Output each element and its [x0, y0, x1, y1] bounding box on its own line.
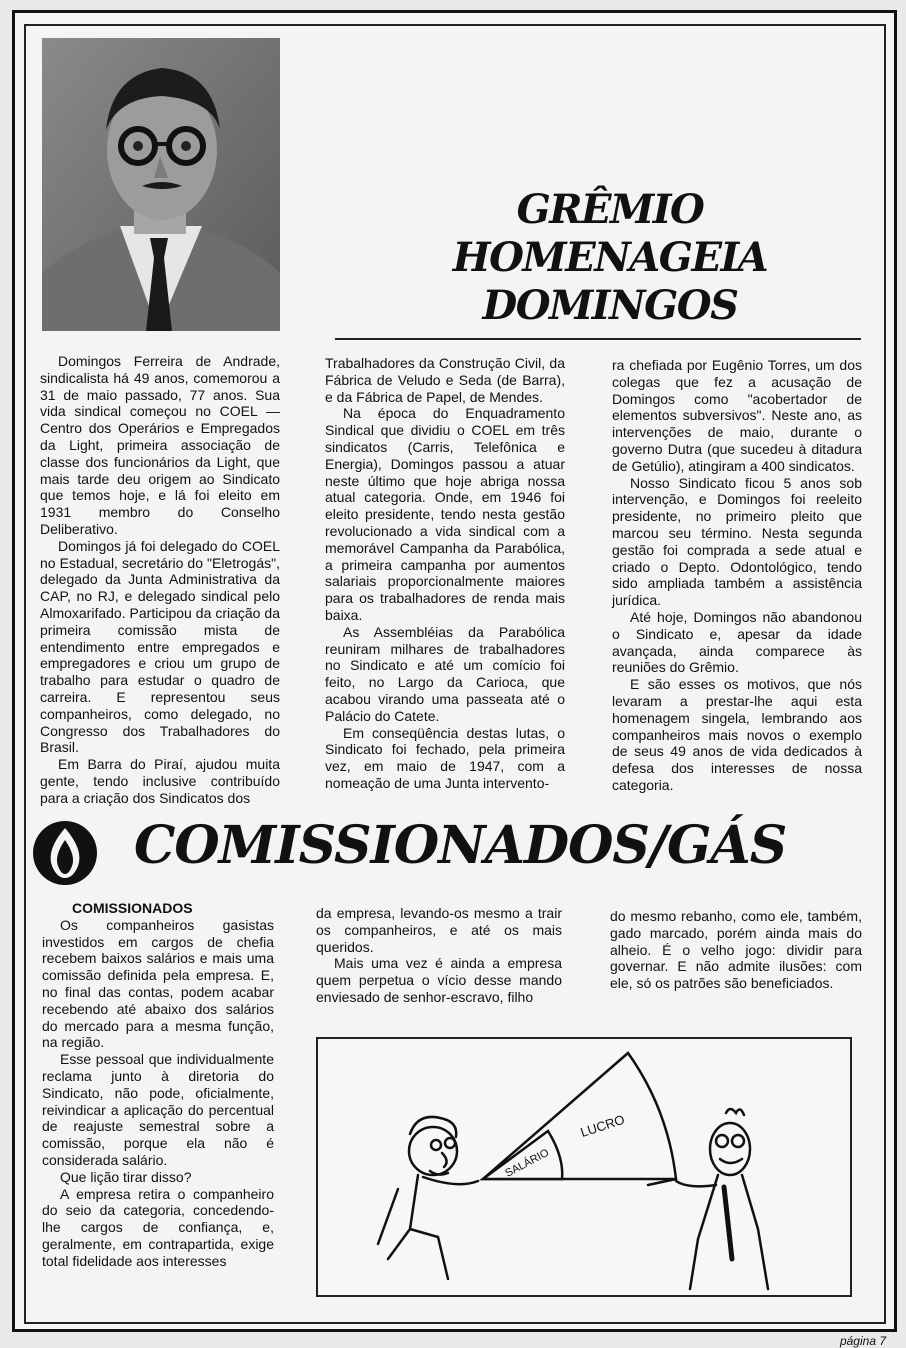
- paragraph: Nosso Sindicato ficou 5 anos sob intervenção, e Domingos foi reeleito presidente, no primeiro pleito que marcou seu término. Nesta segunda gestão foi comprada a sede atual e criado o Depto. Odontológico, tendo sido ampliada também a assistência jurídica.: [612, 474, 862, 609]
- gas-column-3: [610, 908, 862, 992]
- paragraph: Em Barra do Piraí, ajudou muita gente, tendo inclusive contribuído para a criação dos Sindicatos dos: [40, 756, 280, 806]
- paragraph: Na época do Enquadramento Sindical que dividiu o COEL em três sindicatos (Carris, Telefônica e Energia), Domingos passou a atuar neste último que hoje abriga nossa atual categoria. Onde, em 1946 foi eleito presidente, tendo nesta gestão revolucionado a vida sindical com a memorável Campanha da Parabólica, a primeira campanha por aumentos salariais proporcionalmente maiores para os trabalhadores de renda mais baixa.: [325, 405, 565, 623]
- paragraph: Em conseqüência destas lutas, o Sindicato foi fechado, pela primeira vez, em maio de 1947, com a nomeação de uma Junta intervento-: [325, 724, 565, 791]
- portrait-photo: [42, 38, 280, 331]
- paragraph: Domingos já foi delegado do COEL no Estadual, secretário do "Eletrogás", delegado da Junta Administrativa da CAP, no RJ, e delegado sindical pelo Almoxarifado. Participou da criação da primeira comissão mista de entendimento entre empregados e empregadores e criou um grupo de trabalho para estudar o quadro de carreira. E representou seus companheiros, como delegado, no Congresso dos Trabalhadores do Brasil.: [40, 537, 280, 756]
- paragraph: A empresa retira o companheiro do seio da categoria, concedendo-lhe cargos de confiança, e, geralmente, em contrapartida, exige total fidelidade aos interesses: [42, 1185, 274, 1269]
- paragraph: Esse pessoal que individualmente reclama junto à diretoria do Sindicato, não pode, oficialmente, reivindicar a aplicação do percentual de reajuste semestral sobre a comissão, porque ela não é considerada salário.: [42, 1051, 274, 1168]
- gas-column-1: [42, 900, 274, 1270]
- paragraph: Até hoje, Domingos não abandonou o Sindicato e, apesar da idade avançada, ainda comparece às reuniões do Grêmio.: [612, 608, 862, 676]
- headline-line-2: HOMENAGEIA: [452, 234, 768, 281]
- paragraph: do mesmo rebanho, como ele, também, gado marcado, porém ainda mais do alheio. É o velho jogo: dividir para governar. E não admite ilusões: com ele, só os patrões são beneficiados.: [610, 908, 862, 992]
- headline-line-3: DOMINGOS: [482, 282, 738, 329]
- paragraph: E são esses os motivos, que nós levaram a prestar-lhe aqui esta homenagem singela, lembrando aos companheiros mais novos o exemplo de seus 49 anos de vida dedicados à defesa dos interesses de nossa categoria.: [612, 676, 862, 793]
- paragraph: Que lição tirar disso?: [60, 1168, 192, 1185]
- gas-column-2: [316, 905, 562, 1006]
- paragraph: Os companheiros gasistas investidos em cargos de chefia recebem baixos salários e mais uma comissão definida pela empresa. E, no final das contas, podem acabar recebendo até abaixo dos salários do mercado para a mesma função, na região.: [42, 916, 274, 1051]
- article-column-1: [40, 353, 280, 807]
- article-column-2: [325, 355, 565, 792]
- gas-flame-icon: [32, 820, 98, 886]
- cartoon-label-salario: SALÁRIO: [503, 1146, 552, 1180]
- paragraph: da empresa, levando-os mesmo a trair os companheiros, e até os mais queridos.: [316, 905, 562, 955]
- page-number: página 7: [839, 1334, 886, 1348]
- section-title: COMISSIONADOS/GÁS: [134, 815, 787, 876]
- paragraph: As Assembléias da Parabólica reuniram milhares de trabalhadores no Sindicato e até um comício foi feito, no Largo da Carioca, que acabou virando uma passeata até o Palácio do Catete.: [325, 623, 565, 724]
- cartoon-illustration: [316, 1037, 852, 1297]
- paragraph: Mais uma vez é ainda a empresa quem perpetua o vício desse mando enviesado de senhor-escravo, filho: [316, 955, 562, 1005]
- headline: [440, 186, 780, 330]
- headline-rule: [335, 338, 861, 340]
- subheading: COMISSIONADOS: [72, 900, 193, 916]
- paragraph: Domingos Ferreira de Andrade, sindicalista há 49 anos, comemorou a 31 de maio passado, 77 anos. Sua vida sindical começou no COEL — Centro dos Operários e Empregados da Light, primeira associação de classe dos funcionários da Light, que mais tarde deu origem ao Sindicato que temos hoje, e lá foi eleito em 1931 membro do Conselho Deliberativo.: [40, 353, 280, 537]
- cartoon-label-lucro: LUCRO: [578, 1111, 627, 1141]
- headline-line-1: GRÊMIO: [516, 186, 704, 233]
- paragraph: ra chefiada por Eugênio Torres, um dos colegas que fez a acusação de Domingos como "acobertador de elementos subversivos". Neste ano, as intervenções de maio, durante o governo Dutra (que sucedeu à ditadura de Getúlio), atingiram a 400 sindicatos.: [612, 357, 862, 474]
- paragraph: Trabalhadores da Construção Civil, da Fábrica de Veludo e Seda (de Barra), e da Fábrica de Papel, de Mendes.: [325, 355, 565, 405]
- article-column-3: [612, 357, 862, 794]
